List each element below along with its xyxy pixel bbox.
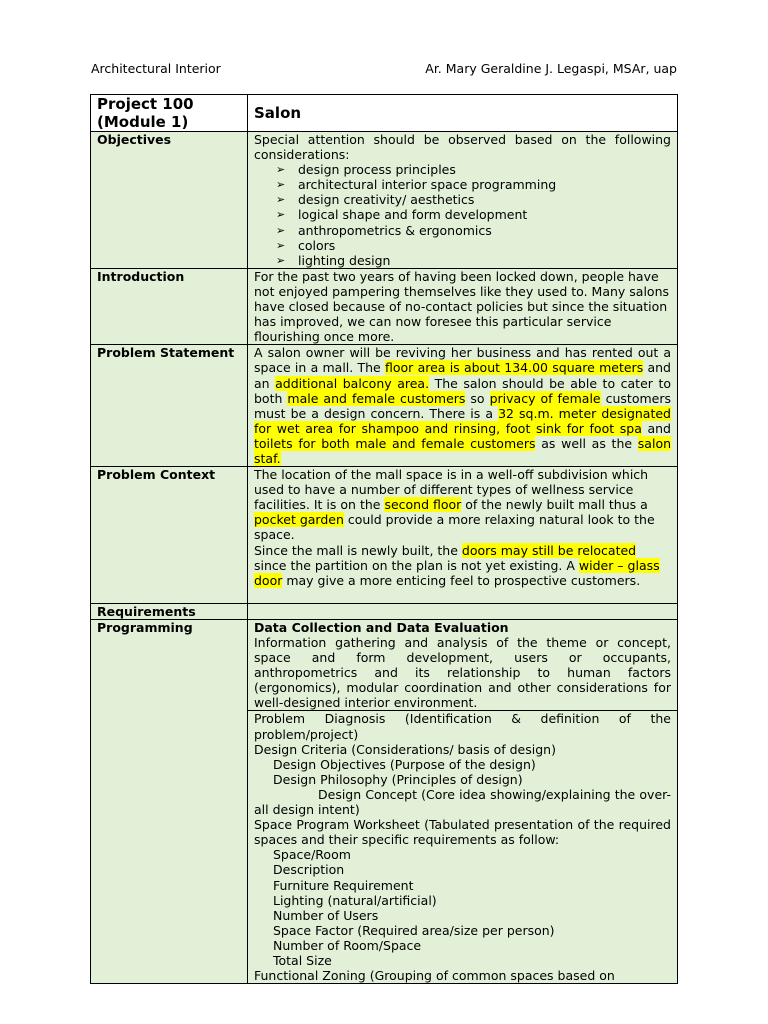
highlight: floor area is about 134.00 square meters <box>385 360 644 376</box>
list-item: Number of Users <box>273 907 379 923</box>
objectives-label: Objectives <box>91 132 248 269</box>
highlight: salon staf. <box>254 435 672 466</box>
design-concept <box>254 787 671 817</box>
functional-zoning: Functional Zoning (Grouping of common spaces based on <box>254 968 615 984</box>
highlight: pocket garden <box>254 512 344 528</box>
introduction-row <box>91 268 678 344</box>
list-item: Description <box>273 862 345 878</box>
text-segment: and <box>641 420 671 436</box>
list-item: Space Factor (Required area/size per person) <box>273 922 555 938</box>
problem-context-para2 <box>254 543 671 588</box>
design-criteria: Design Criteria (Considerations/ basis of design) <box>254 741 556 757</box>
list-item: ➢ colors <box>276 238 671 253</box>
text-segment: since the partition on the plan is not yet existing. A <box>254 557 579 573</box>
objectives-list <box>254 162 671 268</box>
project-table <box>90 94 678 984</box>
requirements-content <box>248 603 678 619</box>
project-title-line1: Project 100 <box>97 95 194 113</box>
list-item: ➢ logical shape and form development <box>276 207 671 222</box>
text-segment: may give a more enticing feel to prospective customers. <box>282 572 641 588</box>
text-segment: of the newly built mall thus a <box>461 497 648 513</box>
text-segment: so <box>465 390 490 406</box>
list-item: Total Size <box>273 952 332 968</box>
project-topic-text: Salon <box>254 104 302 122</box>
objectives-content <box>248 132 678 269</box>
design-philosophy: Design Philosophy (Principles of design) <box>273 771 523 787</box>
highlight: male and female customers <box>287 390 466 406</box>
problem-statement-row <box>91 345 678 467</box>
list-item: Number of Room/Space <box>273 937 422 953</box>
design-concept-text: Design Concept (Core idea showing/explaining the over-all design intent) <box>254 786 671 818</box>
highlight: additional balcony area. <box>275 375 430 391</box>
problem-statement-label: Problem Statement <box>91 345 248 467</box>
highlight: toilets for both male and female customers <box>254 435 536 451</box>
introduction-label: Introduction <box>91 268 248 344</box>
problem-diagnosis: Problem Diagnosis (Identification & definition of the problem/project) <box>254 711 671 742</box>
text-segment: customers must be a design concern. There is a <box>254 390 672 421</box>
programming-text: Information gathering and analysis of the theme or concept, space and form development, users or occupants, anthropometrics and its relationship to human factors (ergonomics), modular coordination and other considerations for well-designed interior environment. <box>254 635 671 711</box>
space-program-worksheet: Space Program Worksheet (Tabulated presentation of the required spaces and their specific requirements as follow: <box>254 817 671 848</box>
programming-data-collection <box>248 619 678 711</box>
problem-statement-text <box>248 345 678 467</box>
list-item: Furniture Requirement <box>273 877 414 893</box>
problem-context-row <box>91 467 678 604</box>
list-item: Lighting (natural/artificial) <box>273 892 437 908</box>
text-segment: The salon should be able to cater to both <box>254 375 671 406</box>
programming-details <box>248 711 678 984</box>
text-segment: A salon owner will be reviving her business and has rented out a space in a mall. The <box>254 345 671 376</box>
list-item: ➢ lighting design <box>276 253 671 268</box>
project-title-line2: (Module 1) <box>97 113 189 131</box>
requirements-label: Requirements <box>91 603 248 619</box>
programming-label: Programming <box>91 619 248 983</box>
problem-context-text <box>248 467 678 604</box>
project-topic <box>248 95 678 132</box>
design-objectives: Design Objectives (Purpose of the design) <box>273 756 536 772</box>
requirements-row <box>91 603 678 619</box>
objectives-intro: Special attention should be observed based on the following considerations: <box>254 132 671 163</box>
introduction-text: For the past two years of having been locked down, people have not enjoyed pampering themselves like they used to. Many salons have closed because of no-contact policies but since the situation has improved, we can now foresee this particular service flourishing once more. <box>248 268 678 344</box>
objectives-row <box>91 132 678 269</box>
text-segment: could provide a more relaxing natural look to the space. <box>254 512 655 543</box>
list-item: ➢ design process principles <box>276 162 671 177</box>
highlight: privacy of female <box>489 390 601 406</box>
header-left: Architectural Interior <box>91 61 221 76</box>
header-right: Ar. Mary Geraldine J. Legaspi, MSAr, uap <box>425 61 677 76</box>
list-item: ➢ anthropometrics & ergonomics <box>276 223 671 238</box>
problem-context-para1 <box>254 467 671 542</box>
text-segment: Since the mall is newly built, the <box>254 542 462 558</box>
highlight: 32 sq.m. meter designated for wet area for shampoo and rinsing, foot sink for foot spa <box>254 405 671 436</box>
programming-row <box>91 619 678 711</box>
title-row <box>91 95 678 132</box>
text-segment: as well as the <box>535 435 638 451</box>
highlight: doors may still be relocated <box>461 542 637 558</box>
list-item: ➢ design creativity/ aesthetics <box>276 192 671 207</box>
text-segment: The location of the mall space is in a well-off subdivision which used to have a number of different types of wellness service facilities. It is on the <box>254 467 649 513</box>
list-item: Space/Room <box>273 847 351 863</box>
project-title <box>91 95 248 132</box>
highlight: wider – glass door <box>254 557 660 588</box>
text-segment: and an <box>254 360 671 391</box>
programming-heading: Data Collection and Data Evaluation <box>254 619 509 635</box>
list-item: ➢ architectural interior space programming <box>276 177 671 192</box>
problem-context-label: Problem Context <box>91 467 248 604</box>
highlight: second floor <box>384 497 462 513</box>
